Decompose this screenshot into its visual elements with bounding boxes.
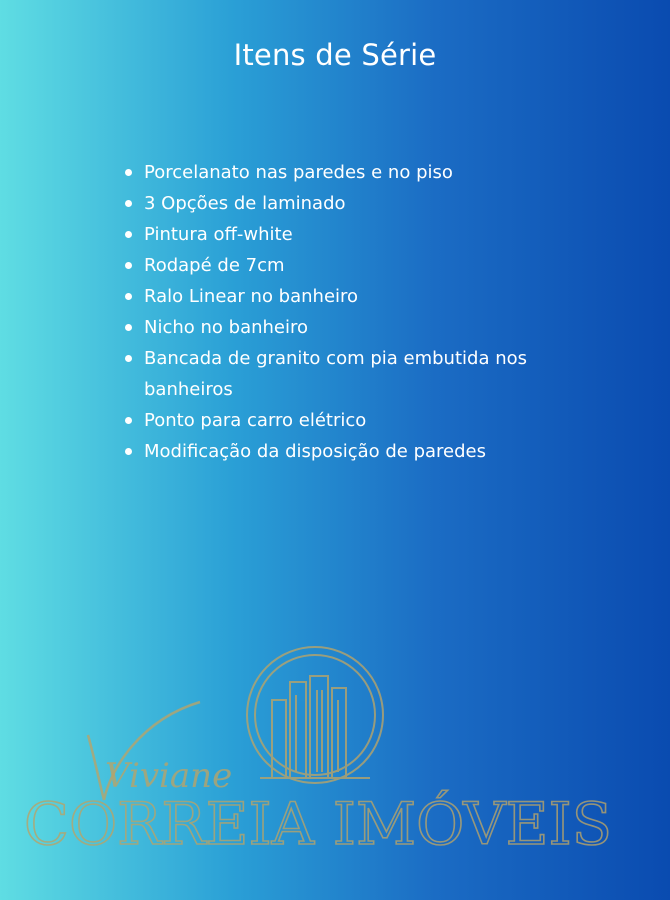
features-list [122,157,592,467]
company-logo [20,640,640,870]
feature-item: Rodapé de 7cm [122,250,592,281]
feature-item: Bancada de granito com pia embutida nos banheiros [122,343,592,405]
feature-item: Nicho no banheiro [122,312,592,343]
feature-item: Pintura off-white [122,219,592,250]
building-emblem-icon [247,647,383,783]
feature-item: Ponto para carro elétrico [122,405,592,436]
feature-item: Porcelanato nas paredes e no piso [122,157,592,188]
feature-item: Modificação da disposição de paredes [122,436,592,467]
page-title: Itens de Série [233,38,437,72]
logo-script-name: Viviane [105,756,233,796]
feature-item: 3 Opções de laminado [122,188,592,219]
feature-item: Ralo Linear no banheiro [122,281,592,312]
logo-graphic [20,640,640,870]
logo-brand-name: CORREIA IMÓVEIS [24,790,612,858]
